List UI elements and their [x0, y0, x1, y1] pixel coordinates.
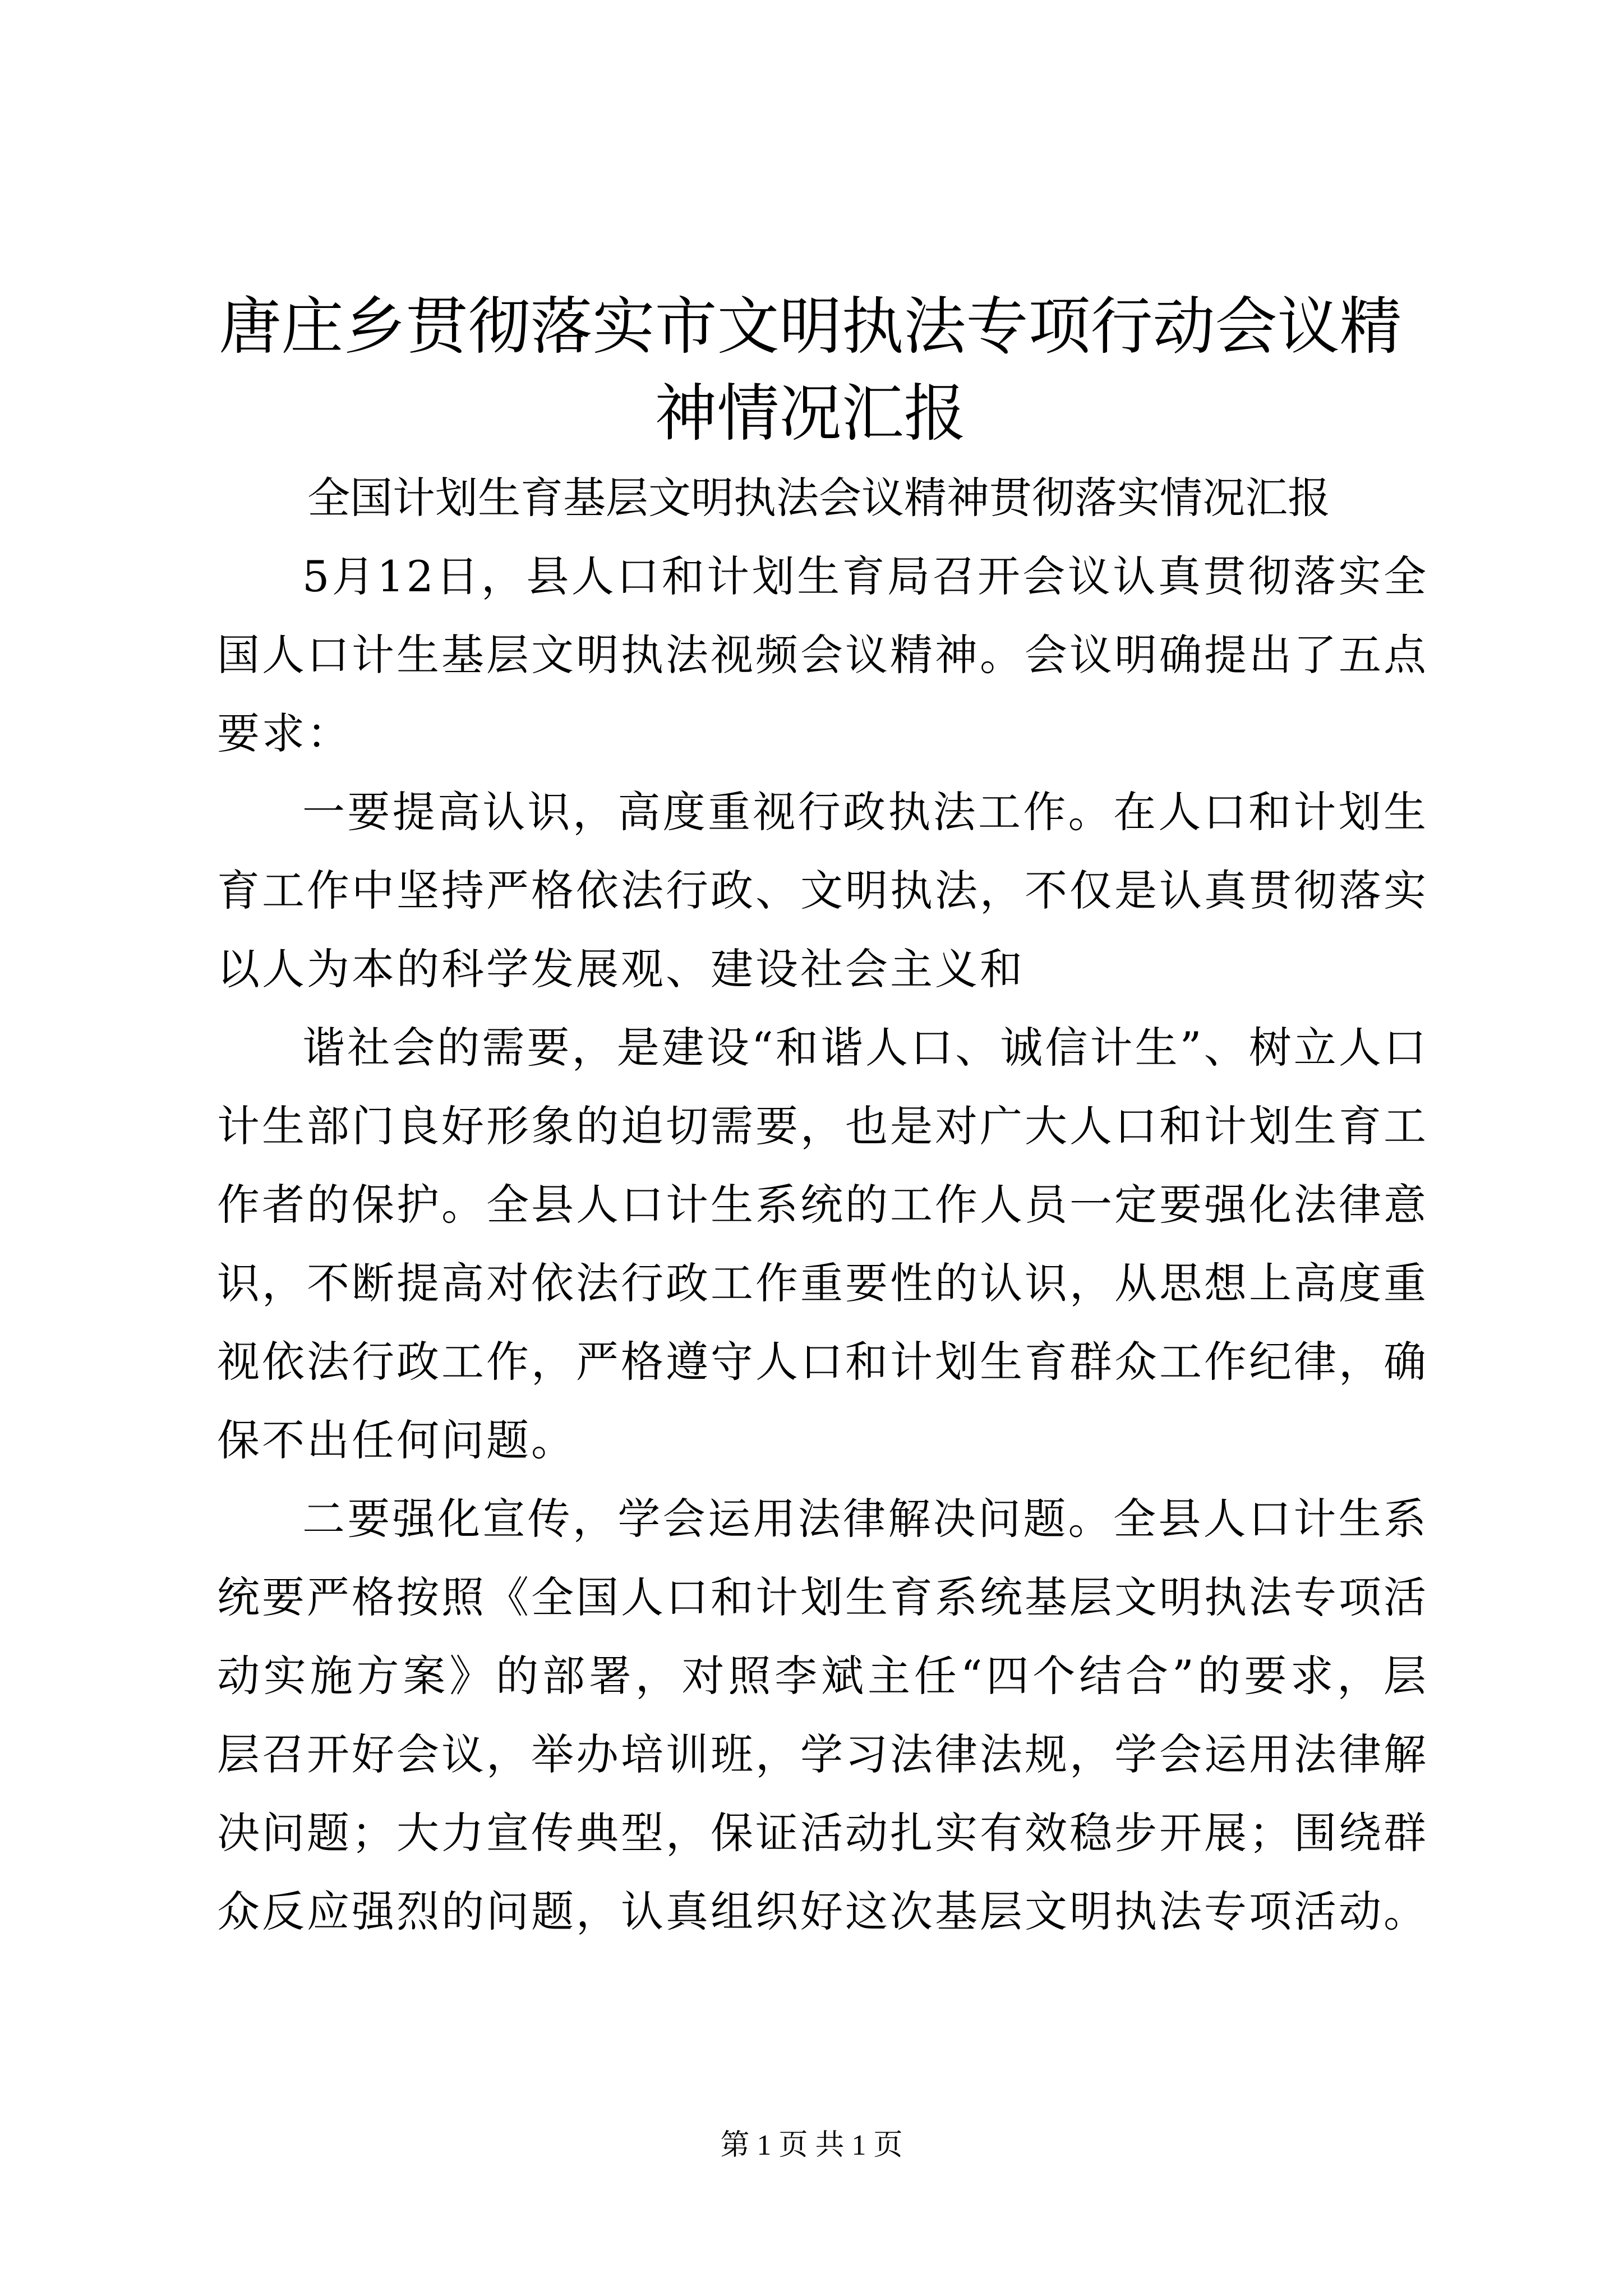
document-subtitle: 全国计划生育基层文明执法会议精神贯彻落实情况汇报: [307, 473, 1330, 523]
paragraph-requirement-two: 二要强化宣传，学会运用法律解决问题。全县人口计生系统要严格按照《全国人口和计划生育系统基层文明执法专项活动实施方案》的部署，对照李斌主任“四个结合”的要求，层层召开好会议，举办培训班，学习法律法规，学会运用法律解决问题；大力宣传典型，保证活动扎实有效稳步开展；围绕群众反应强烈的问题，认真组织好这次基层文明执法专项活动。: [217, 1494, 1428, 1936]
page-footer: 第 1 页 共 1 页: [720, 2129, 903, 2161]
document-title: 唐庄乡贯彻落实市文明执法专项行动会议精神情况汇报: [219, 291, 1402, 450]
paragraph-requirement-one: 一要提高认识，高度重视行政执法工作。在人口和计划生育工作中坚持严格依法行政、文明执法，不仅是认真贯彻落实以人为本的科学发展观、建设社会主义和: [217, 787, 1428, 994]
document-body: [217, 537, 1428, 1951]
paragraph-requirement-one-continued: 谐社会的需要，是建设“和谐人口、诚信计生”、树立人口计生部门良好形象的迫切需要，也是对广大人口和计划生育工作者的保护。全县人口计生系统的工作人员一定要强化法律意识，不断提高对依法行政工作重要性的认识，从思想上高度重视依法行政工作，严格遵守人口和计划生育群众工作纪律，确保不出任何问题。: [217, 1023, 1428, 1465]
paragraph-meeting-intro: 5月12日，县人口和计划生育局召开会议认真贯彻落实全国人口计生基层文明执法视频会议精神。会议明确提出了五点要求：: [217, 551, 1428, 758]
